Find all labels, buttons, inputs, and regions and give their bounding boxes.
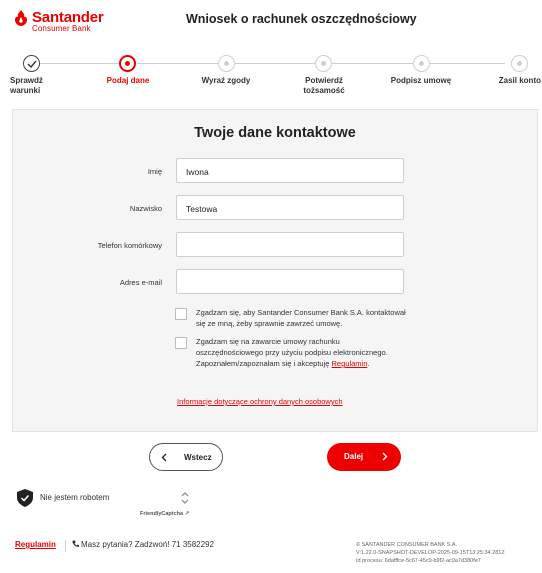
brand-name: Santander <box>32 9 104 26</box>
footer-regulamin-link[interactable]: Regulamin <box>15 540 56 549</box>
email-input[interactable] <box>176 269 404 294</box>
phone-icon <box>72 540 79 548</box>
step-1-done-icon <box>23 55 40 72</box>
brand-sub: Consumer Bank <box>32 24 91 33</box>
captcha-brand-link[interactable]: FriendlyCaptcha ↗ <box>140 511 190 517</box>
chevron-right-icon <box>380 452 389 461</box>
footer-meta <box>356 541 505 565</box>
regulamin-link[interactable]: Regulamin <box>331 359 368 368</box>
copyright-text: © SANTANDER CONSUMER BANK S.A. <box>356 542 458 548</box>
check-icon <box>27 60 37 68</box>
footer-divider <box>65 540 66 551</box>
consent-contact-text: Zgadzam się, aby Santander Consumer Bank S.A. kontaktował się ze mną, żeby sprawnie zawrzeć umowę. <box>196 308 406 328</box>
email-label: Adres e-mail <box>119 278 162 287</box>
first-name-input[interactable]: Iwona <box>176 158 404 183</box>
contact-form-panel <box>12 109 538 432</box>
captcha-toggle-icon[interactable] <box>181 491 189 505</box>
santander-logo <box>14 9 114 35</box>
consent-agreement-checkbox[interactable] <box>175 337 187 349</box>
captcha-text: Nie jestem robotem <box>40 493 110 502</box>
step-label-3: Wyraź zgody <box>201 76 251 85</box>
step-6-pending-icon <box>511 55 528 72</box>
shield-check-icon <box>17 489 33 507</box>
last-name-label: Nazwisko <box>129 204 162 213</box>
next-button-label: Dalej <box>344 452 364 461</box>
next-button[interactable] <box>327 443 401 471</box>
first-name-label: Imię <box>147 167 162 176</box>
footer-phone <box>72 540 214 549</box>
footer-phone-text: Masz pytania? Zadzwoń! 71 3582292 <box>81 540 214 549</box>
back-button[interactable] <box>149 443 223 471</box>
privacy-info-link[interactable]: Informacje dotyczące ochrony danych osobowych <box>177 397 343 406</box>
step-label-6: Zasil konto <box>498 76 541 85</box>
step-4-pending-icon <box>315 55 332 72</box>
consent-contact-checkbox[interactable] <box>175 308 187 320</box>
flame-icon <box>14 10 28 26</box>
last-name-input[interactable]: Testowa <box>176 195 404 220</box>
step-2-active-icon <box>119 55 136 72</box>
version-text: V:1.22.0-SNAPSHOT-DEVELOP-2025-09-15T13:25:34.281Z <box>356 550 505 556</box>
step-label-5: Podpisz umowę <box>390 76 452 85</box>
phone-label: Telefon komórkowy <box>97 241 162 250</box>
form-title: Twoje dane kontaktowe <box>194 125 356 141</box>
chevron-left-icon <box>160 453 169 462</box>
step-5-pending-icon <box>413 55 430 72</box>
back-button-label: Wstecz <box>184 453 212 462</box>
step-label-2: Podaj dane <box>106 76 150 85</box>
page-title: Wniosek o rachunek oszczędnościowy <box>186 12 417 26</box>
phone-input[interactable] <box>176 232 404 257</box>
captcha-widget[interactable] <box>14 487 194 523</box>
step-connector <box>40 63 124 64</box>
step-3-pending-icon <box>218 55 235 72</box>
progress-stepper <box>0 52 542 102</box>
step-label-1: Sprawdź warunki <box>10 76 43 95</box>
step-label-4: Potwierdź tożsamość <box>303 76 345 95</box>
consent-agreement-text: Zgadzam się na zawarcie umowy rachunku oszczędnościowego przy użyciu podpisu elektronicznego. Zapoznałem/zapoznałam się i akceptuję Regulamin. <box>196 337 388 368</box>
process-id-text: Id procesu: 6dafffce-5c67-45c9-b9f2-ac0a7d380fe7 <box>356 558 481 564</box>
